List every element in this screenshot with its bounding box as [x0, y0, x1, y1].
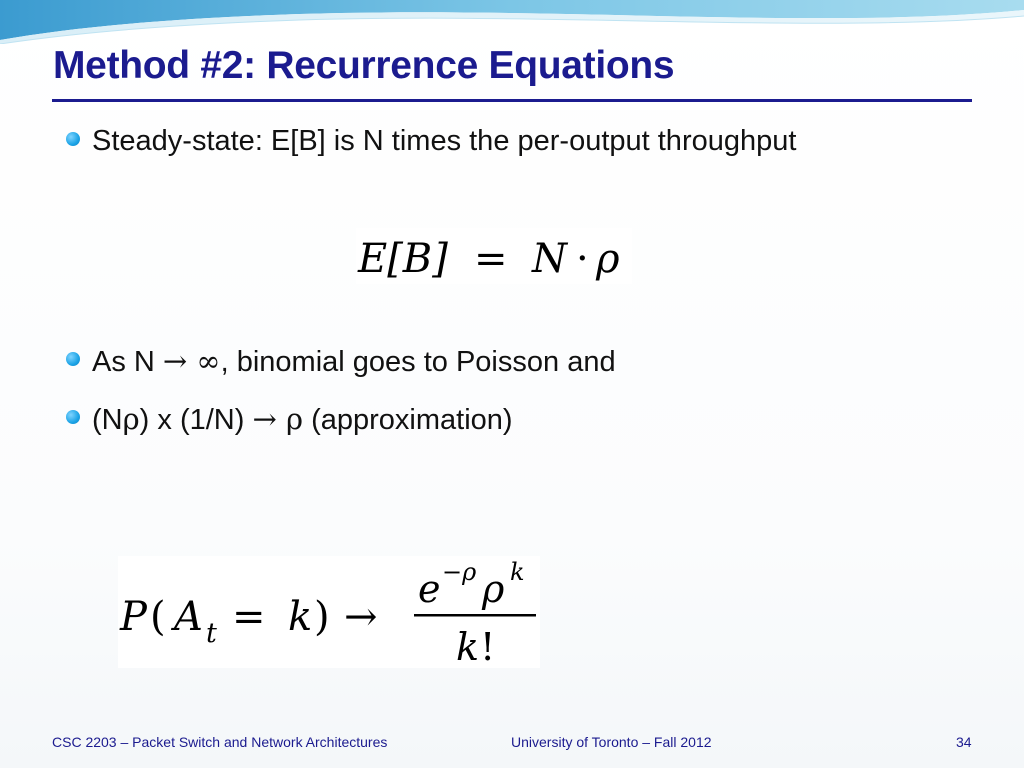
bullet-dot-icon — [66, 132, 80, 146]
footer-course: CSC 2203 – Packet Switch and Network Architectures — [52, 734, 388, 750]
equation-poisson-limit — [118, 556, 540, 668]
eq2-open-paren: ( — [150, 594, 166, 640]
bullet-dot-icon — [66, 352, 80, 366]
header-wave-decoration — [0, 0, 1024, 44]
bullet-item — [66, 338, 926, 384]
bullet-item — [66, 118, 926, 210]
eq1-rho: ρ — [596, 236, 620, 282]
eq2-p: P — [120, 594, 147, 640]
equation-expected-b — [356, 228, 632, 284]
footer-university: University of Toronto – Fall 2012 — [511, 734, 712, 750]
eq2-arrow-icon: → — [344, 594, 378, 640]
eq2-num-e: e — [418, 567, 441, 611]
eq2-k: k — [288, 594, 313, 640]
eq2-subscript-t: t — [206, 618, 217, 649]
title-underline — [52, 99, 972, 102]
eq1-dot: · — [576, 236, 589, 282]
eq2-a: A — [174, 594, 203, 640]
eq1-n: N — [532, 236, 567, 282]
bullet-text — [92, 396, 912, 443]
footer-page-number: 34 — [956, 734, 972, 750]
bullet-text: Steady-state: E[B] is N times the per-output throughput — [92, 125, 797, 157]
bullet2-suffix: , binomial goes to Poisson and — [220, 346, 616, 378]
eq2-num-rho: ρ — [482, 567, 505, 611]
eq2-den-factorial: ! — [480, 625, 496, 668]
rho-symbol: ρ — [276, 402, 304, 436]
eq1-lhs: E[B] — [358, 236, 448, 282]
bullet3-prefix: (N — [92, 404, 123, 436]
eq1-equals: = — [474, 236, 508, 282]
bullet-dot-icon — [66, 410, 80, 424]
infinity-symbol: ∞ — [187, 344, 221, 378]
eq2-den-k: k — [456, 625, 480, 668]
bullet3-mid: ) x (1/N) — [139, 404, 253, 436]
bullet-text — [92, 338, 912, 385]
eq2-fraction-bar — [414, 614, 536, 617]
eq2-close-paren: ) — [314, 594, 330, 640]
eq2-equals: = — [232, 594, 266, 640]
bullet2-prefix: As N — [92, 346, 163, 378]
bullet-item — [66, 396, 926, 442]
rho-symbol: ρ — [122, 402, 140, 436]
slide-title: Method #2: Recurrence Equations — [53, 44, 675, 87]
bullet3-suffix: (approximation) — [303, 404, 513, 436]
eq2-num-rho-exponent: k — [510, 558, 525, 586]
right-arrow-icon: → — [162, 344, 188, 378]
right-arrow-icon: → — [252, 402, 277, 436]
eq2-num-exponent: −ρ — [442, 558, 477, 586]
